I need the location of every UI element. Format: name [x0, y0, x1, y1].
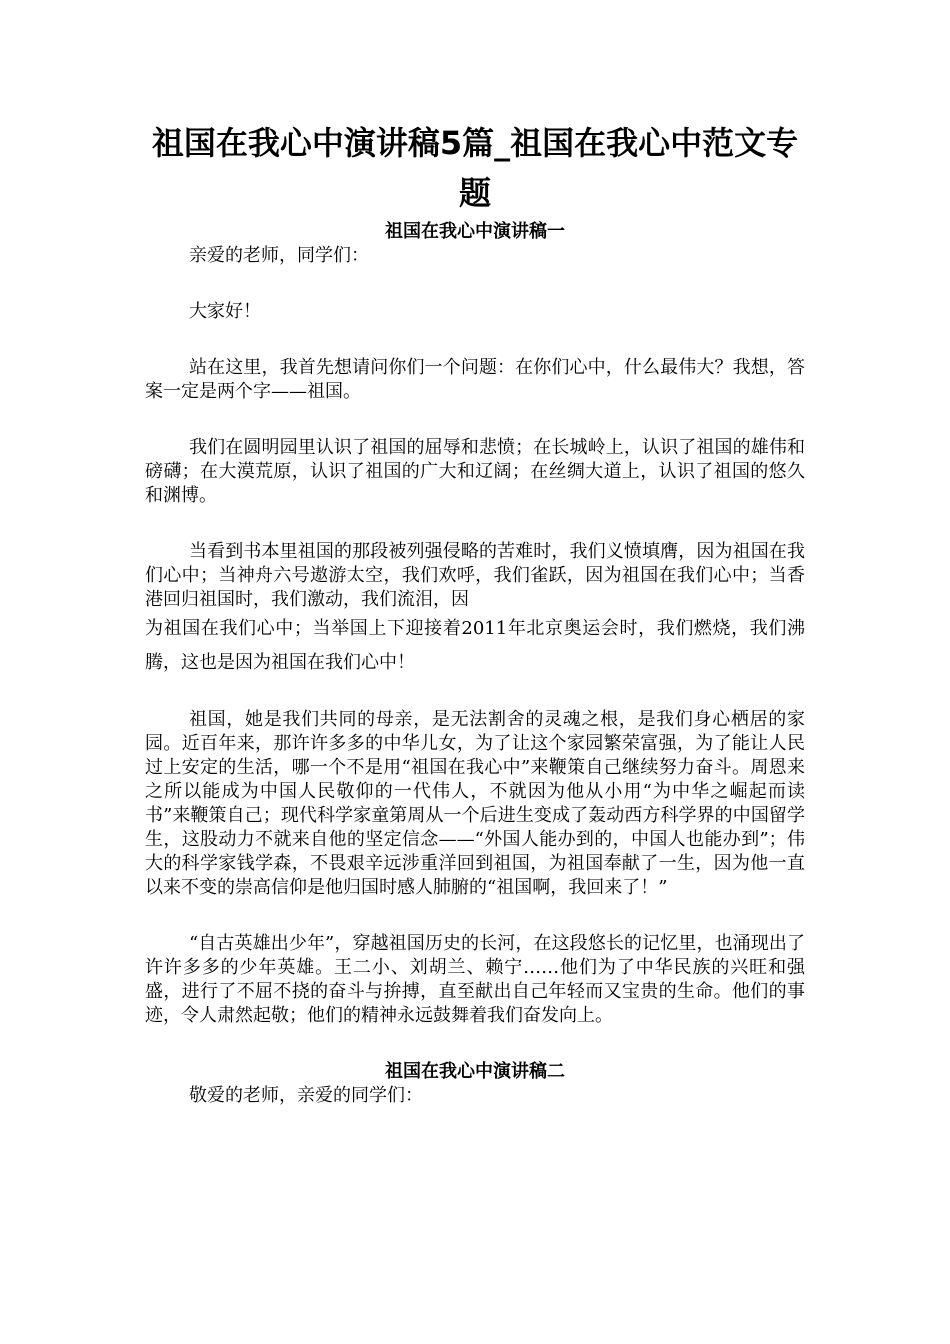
paragraph-hello: 大家好！ — [189, 301, 261, 322]
paragraph-heroes: “自古英雄出少年”，穿越祖国历史的长河，在这段悠长的记忆里，也涌现出了许许多多的少年英雄。王二小、刘胡兰、赖宁……他们为了中华民族的兴旺和强盛，进行了不屈不挠的奋斗与拚搏，直至献出自己年轻而又宝贵的生命。他们的事迹，令人肃然起敬；他们的精神永远鼓舞着我们奋发向上。 — [145, 933, 805, 1026]
paragraph-question: 站在这里，我首先想请问你们一个问题：在你们心中，什么最伟大？我想，答案一定是两个字——祖国。 — [145, 357, 805, 402]
paragraph-heart-b: 为祖国在我们心中；当举国上下迎接着2011年北京奥运会时，我们燃烧，我们沸腾，这也是因为祖国在我们心中！ — [145, 618, 805, 673]
paragraph-recognition: 我们在圆明园里认识了祖国的屈辱和悲愤；在长城岭上，认识了祖国的雄伟和磅礴；在大漠荒原，认识了祖国的广大和辽阔；在丝绸大道上，认识了祖国的悠久和渊博。 — [145, 437, 805, 506]
section-heading-1: 祖国在我心中演讲稿一 — [385, 221, 565, 242]
paragraph-greeting: 亲爱的老师，同学们： — [189, 245, 369, 266]
paragraph-motherland: 祖国，她是我们共同的母亲，是无法割舍的灵魂之根，是我们身心栖居的家园。近百年来，那许许多多的中华儿女，为了让这个家园繁荣富强，为了能让人民过上安定的生活，哪一个不是用“祖国在我心中”来鞭策自己继续努力奋斗。周恩来之所以能成为中国人民敬仰的一代伟人，不就因为他从小用“为中华之崛起而读书”来鞭策自己；现代科学家童第周从一个后进生变成了轰动西方科学界的中国留学生，这股动力不就来自他的坚定信念——“外国人能办到的，中国人也能办到”；伟大的科学家钱学森，不畏艰辛远涉重洋回到祖国，为祖国奉献了一生，因为他一直以来不变的崇高信仰是他归国时感人肺腑的“祖国啊，我回来了！” — [145, 709, 805, 898]
document-page — [145, 118, 805, 1140]
paragraph-greeting-2: 敬爱的老师，亲爱的同学们： — [189, 1085, 423, 1106]
section-heading-2: 祖国在我心中演讲稿二 — [385, 1061, 565, 1082]
document-title: 祖国在我心中演讲稿5篇_祖国在我心中范文专题 — [151, 124, 799, 212]
paragraph-heart-a: 当看到书本里祖国的那段被列强侵略的苦难时，我们义愤填膺，因为祖国在我们心中；当神舟六号遨游太空，我们欢呼，我们雀跃，因为祖国在我们心中；当香港回归祖国时，我们激动，我们流泪，因 — [145, 541, 805, 610]
